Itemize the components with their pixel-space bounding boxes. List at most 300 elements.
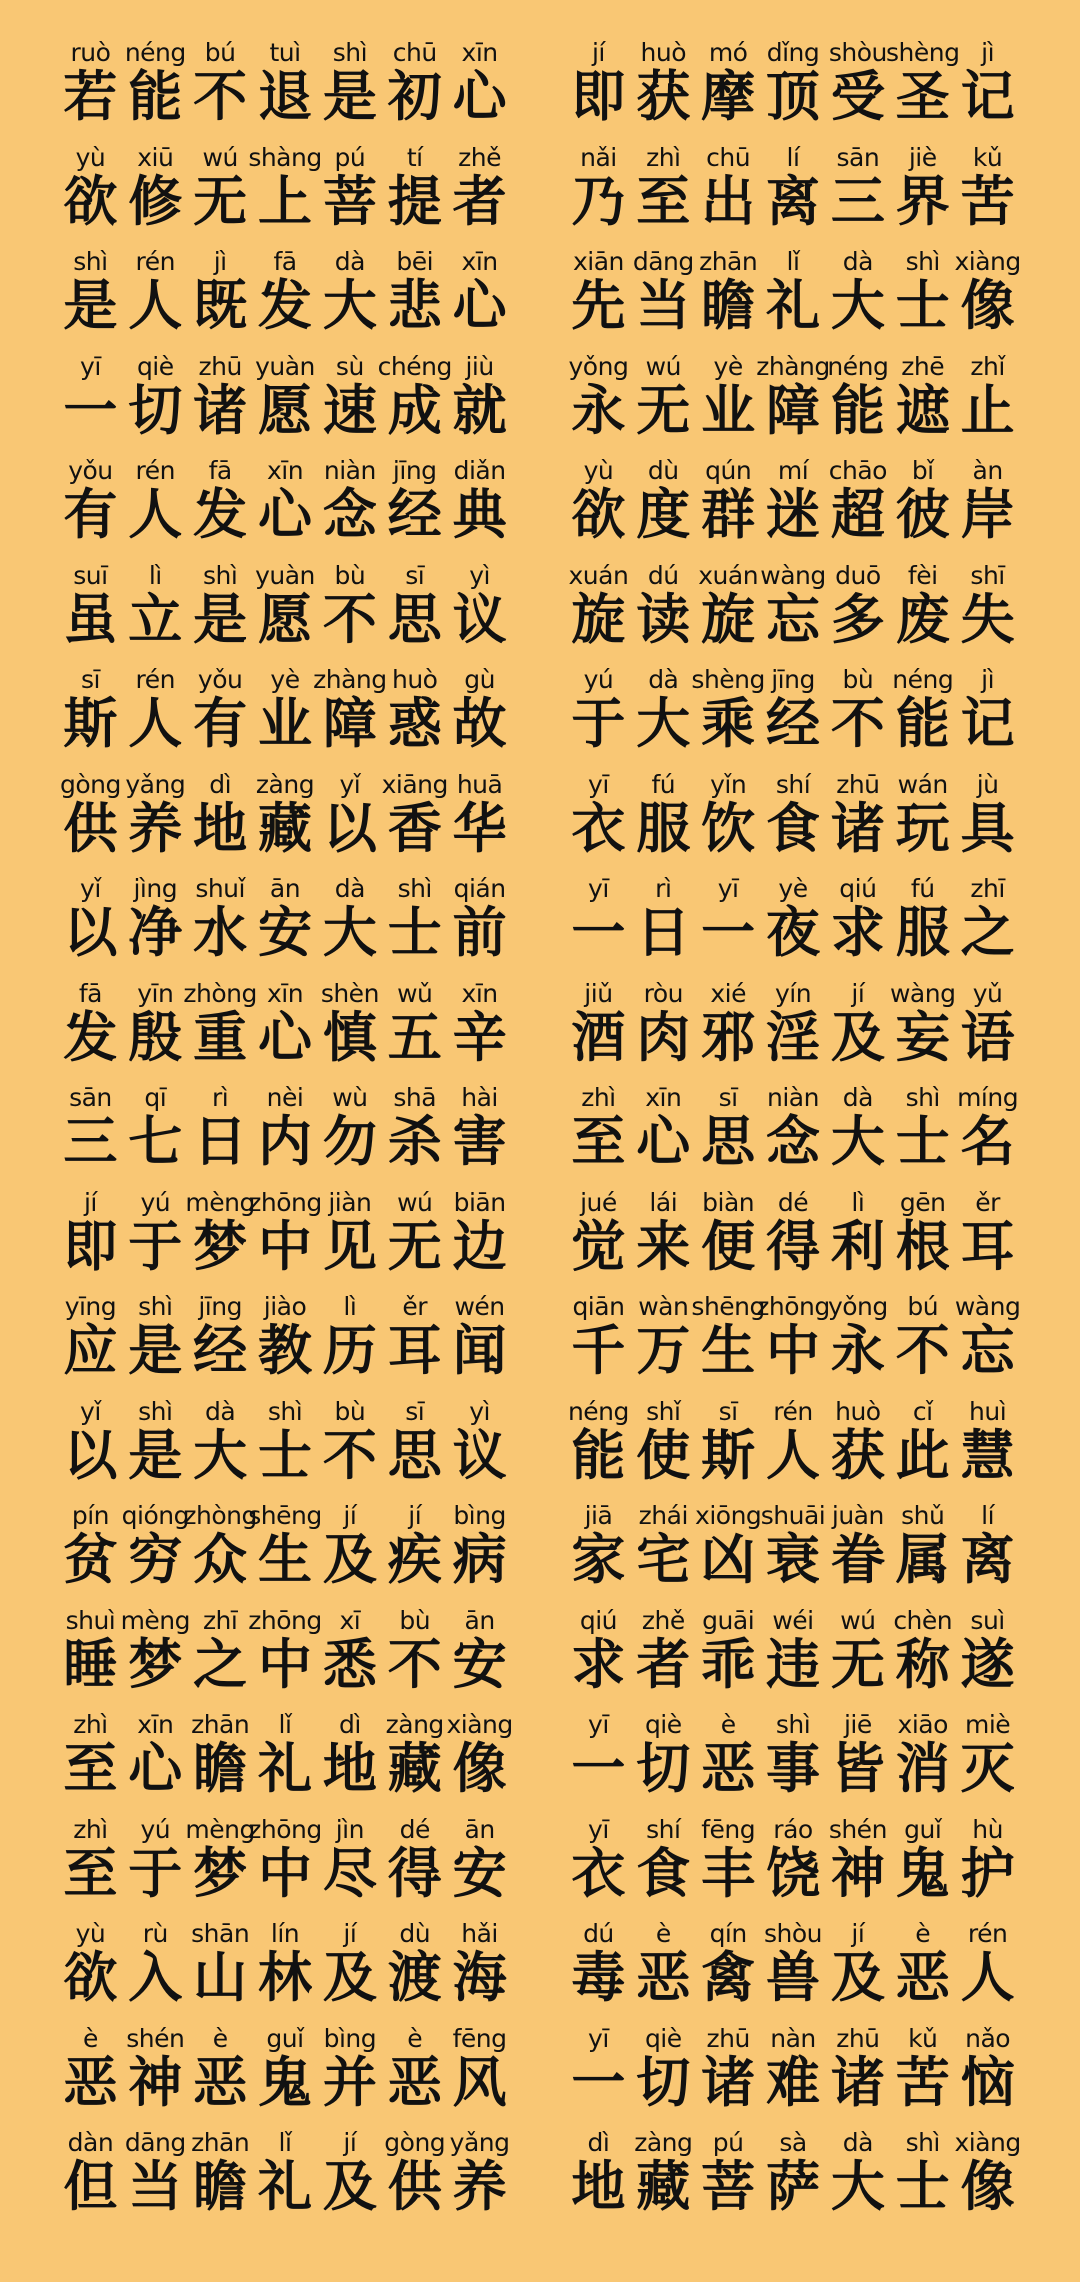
pinyin: jiā (584, 1501, 613, 1530)
character-unit (631, 1396, 696, 1504)
pinyin: zhǐ (970, 351, 1005, 381)
pinyin: rù (142, 1919, 168, 1948)
character-unit (248, 1814, 322, 1922)
pinyin: lì (851, 1187, 865, 1217)
character-unit (58, 1503, 123, 1608)
pinyin: lín (270, 1919, 300, 1948)
pinyin: wú (202, 142, 238, 172)
pinyin: tuì (269, 38, 301, 67)
pinyin: jí (343, 1501, 357, 1530)
verse-line-right (540, 1085, 1080, 1190)
pinyin: chū (392, 38, 437, 67)
pinyin: yè (778, 874, 808, 903)
hanzi: 无 (636, 378, 691, 442)
hanzi: 瞻 (701, 274, 756, 337)
character-unit (317, 249, 382, 354)
pinyin: bìng (323, 2023, 377, 2053)
character-unit (955, 1187, 1020, 1295)
hanzi: 华 (452, 796, 507, 860)
hanzi: 大 (830, 2155, 885, 2218)
pinyin: zhōng (248, 1187, 322, 1217)
pinyin: yǐ (80, 874, 101, 903)
character-unit (890, 351, 955, 459)
hanzi: 瞻 (193, 2155, 248, 2218)
character-unit (566, 1187, 631, 1295)
character-unit (890, 560, 955, 668)
pinyin: hài (461, 1083, 498, 1112)
hanzi: 欲 (63, 1946, 118, 2009)
character-unit (691, 1292, 765, 1399)
verse-line-right (540, 876, 1080, 981)
pinyin: xuán (568, 560, 629, 590)
pinyin: dì (209, 769, 232, 799)
pinyin: lǐ (278, 1710, 292, 1739)
hanzi: 菩 (322, 169, 377, 233)
verse-line-right (540, 1921, 1080, 2026)
character-unit (123, 2023, 188, 2131)
pinyin: shòu (764, 1919, 823, 1948)
pinyin: àn (972, 456, 1003, 485)
character-unit (447, 249, 512, 354)
character-unit (248, 1187, 322, 1295)
pinyin: nǎi (580, 142, 617, 172)
pinyin: wàng (889, 978, 956, 1008)
hanzi: 于 (128, 1214, 183, 1278)
hanzi: 以 (63, 901, 118, 964)
hanzi: 及 (322, 1946, 377, 2009)
character-unit (631, 458, 696, 563)
verse-line-left (0, 458, 540, 563)
character-unit (253, 876, 318, 981)
pinyin: shì (202, 560, 238, 590)
character-unit (631, 1503, 696, 1608)
hanzi: 于 (571, 692, 626, 755)
character-unit (566, 458, 631, 563)
character-unit (825, 769, 890, 877)
pinyin: kǔ (972, 142, 1003, 172)
character-unit (317, 40, 382, 145)
pinyin: jiàn (328, 1187, 372, 1217)
pinyin: lí (981, 1501, 995, 1530)
hanzi: 禽 (701, 1946, 756, 2009)
verse-line-right (540, 142, 1080, 250)
character-unit (447, 351, 512, 459)
pinyin: néng (124, 38, 186, 67)
pinyin: shì (138, 1396, 173, 1426)
character-unit (566, 876, 631, 981)
hanzi: 离 (960, 1528, 1015, 1591)
character-unit (58, 560, 123, 668)
pinyin: zàng (634, 2128, 693, 2157)
character-unit (253, 1712, 318, 1817)
hanzi: 业 (258, 692, 312, 755)
pinyin: yǒng (827, 1292, 888, 1321)
pinyin: lì (148, 560, 162, 590)
pinyin: ròu (643, 978, 683, 1008)
verse-row (0, 2130, 1080, 2235)
hanzi: 像 (452, 1737, 507, 1800)
character-unit (58, 40, 123, 145)
pinyin: rén (773, 1396, 813, 1426)
hanzi: 无 (830, 1632, 885, 1696)
character-unit (696, 1712, 761, 1817)
character-unit (58, 458, 123, 563)
character-unit (188, 769, 253, 877)
pinyin: dà (842, 247, 873, 276)
character-unit (447, 978, 512, 1086)
pinyin: xīn (266, 978, 304, 1008)
pinyin: gòng (59, 769, 121, 799)
character-unit (825, 1712, 890, 1817)
character-unit (761, 1814, 826, 1922)
hanzi: 典 (452, 483, 507, 546)
character-unit (756, 351, 830, 459)
hanzi: 虽 (63, 587, 118, 651)
character-unit (761, 2130, 826, 2235)
hanzi: 妄 (895, 1005, 950, 1069)
hanzi: 不 (322, 1423, 377, 1487)
pinyin: zhì (646, 142, 681, 172)
character-unit (761, 769, 826, 877)
hanzi: 万 (636, 1319, 691, 1382)
pinyin: è (407, 2023, 423, 2053)
character-unit (382, 1712, 447, 1817)
pinyin: wán (897, 769, 948, 799)
verse-line-right (540, 351, 1080, 459)
pinyin: dé (777, 1187, 809, 1217)
hanzi: 服 (636, 796, 691, 860)
hanzi: 障 (766, 378, 820, 442)
pinyin: è (720, 1710, 736, 1739)
hanzi: 应 (63, 1319, 118, 1382)
verse-line-right (540, 249, 1080, 354)
pinyin: zhān (191, 2128, 250, 2157)
hanzi: 念 (322, 483, 377, 546)
hanzi: 不 (387, 1632, 442, 1696)
character-unit (890, 1605, 955, 1713)
character-unit (761, 142, 826, 250)
character-unit (696, 1396, 761, 1504)
hanzi: 诸 (830, 2050, 885, 2114)
pinyin: pú (334, 142, 366, 172)
pinyin: qún (705, 456, 752, 485)
pinyin: jí (851, 978, 865, 1008)
pinyin: xuán (698, 560, 759, 590)
hanzi: 耳 (960, 1214, 1015, 1278)
pinyin: dà (334, 247, 365, 276)
character-unit (123, 978, 188, 1086)
character-unit (382, 458, 447, 563)
character-unit (955, 142, 1020, 250)
character-unit (447, 1187, 512, 1295)
pinyin: duō (835, 560, 881, 590)
pinyin: wú (645, 351, 681, 381)
pinyin: niàn (323, 456, 376, 485)
hanzi: 当 (636, 274, 691, 337)
character-unit (188, 2023, 253, 2131)
hanzi: 语 (960, 1005, 1015, 1069)
verse-row (0, 560, 1080, 668)
pinyin: è (655, 1919, 671, 1948)
character-unit (825, 351, 890, 459)
character-unit (317, 560, 382, 668)
hanzi: 眷 (830, 1528, 885, 1591)
verse-row (0, 1187, 1080, 1295)
character-unit (382, 1085, 447, 1190)
character-unit (955, 1294, 1020, 1399)
hanzi: 及 (830, 1005, 885, 1069)
pinyin: zàng (385, 1710, 444, 1739)
pinyin: xīn (461, 38, 498, 67)
character-unit (886, 38, 960, 145)
hanzi: 不 (895, 1319, 950, 1382)
pinyin: yì (469, 1396, 490, 1426)
pinyin: ān (464, 1814, 495, 1844)
pinyin: yú (140, 1187, 171, 1217)
character-unit (123, 1814, 188, 1922)
pinyin: dà (842, 2128, 873, 2157)
pinyin: huì (969, 1396, 1007, 1426)
hanzi: 愿 (258, 587, 312, 651)
hanzi: 诸 (701, 2050, 756, 2114)
pinyin: zhē (901, 351, 945, 381)
character-unit (955, 2023, 1020, 2131)
character-unit (381, 769, 448, 877)
hanzi: 恶 (895, 1946, 950, 2009)
character-unit (382, 1396, 447, 1504)
character-unit (382, 142, 447, 250)
character-unit (123, 249, 188, 354)
hanzi: 中 (258, 1214, 312, 1278)
pinyin: ān (464, 1605, 495, 1635)
character-unit (890, 1085, 955, 1190)
hanzi: 衰 (766, 1528, 820, 1591)
hanzi: 来 (636, 1214, 691, 1278)
character-unit (58, 2023, 123, 2131)
pinyin: sī (718, 1083, 738, 1112)
pinyin: qiè (644, 2023, 682, 2053)
character-unit (382, 560, 447, 668)
pinyin: diǎn (453, 456, 506, 485)
hanzi: 永 (571, 378, 626, 442)
hanzi: 欲 (63, 169, 118, 233)
hanzi: 三 (63, 1110, 118, 1173)
character-unit (317, 1605, 382, 1713)
pinyin: dàn (67, 2128, 114, 2157)
character-unit (890, 2023, 955, 2131)
verse-line-left (0, 1814, 540, 1922)
character-unit (761, 876, 826, 981)
character-unit (631, 1712, 696, 1817)
character-unit (58, 1921, 123, 2026)
hanzi: 饮 (701, 796, 756, 860)
pinyin: zhì (581, 1083, 616, 1112)
character-unit (631, 876, 696, 981)
character-unit (382, 667, 447, 772)
pinyin: è (82, 2023, 98, 2053)
pinyin: jiǔ (584, 978, 613, 1008)
character-unit (955, 351, 1020, 459)
character-unit (317, 1187, 382, 1295)
hanzi: 殷 (128, 1005, 183, 1069)
pinyin: shì (775, 1710, 811, 1739)
character-unit (382, 1814, 447, 1922)
pinyin: ěr (402, 1292, 428, 1321)
pinyin: yī (588, 2023, 609, 2053)
hanzi: 毒 (571, 1946, 626, 2009)
hanzi: 礼 (258, 2155, 312, 2218)
character-unit (447, 1396, 512, 1504)
pinyin: rén (135, 665, 176, 694)
pinyin: huò (835, 1396, 881, 1426)
hanzi: 者 (452, 169, 507, 233)
character-unit (955, 978, 1020, 1086)
pinyin: jué (580, 1187, 617, 1217)
character-unit (447, 1712, 512, 1817)
character-unit (761, 1921, 826, 2026)
pinyin: zhě (458, 142, 502, 172)
pinyin: yǐn (710, 769, 747, 799)
pinyin: shì (397, 874, 432, 903)
character-unit (188, 1085, 253, 1190)
hanzi: 食 (636, 1841, 691, 1905)
character-unit (447, 1921, 512, 2026)
hanzi: 养 (128, 796, 183, 860)
hanzi: 记 (960, 692, 1015, 755)
pinyin: biān (453, 1187, 506, 1217)
hanzi: 切 (128, 378, 183, 442)
pinyin: qiān (572, 1292, 625, 1321)
pinyin: dù (399, 1919, 431, 1948)
hanzi: 无 (193, 169, 248, 233)
hanzi: 三 (830, 169, 885, 233)
character-unit (696, 1503, 761, 1608)
hanzi: 界 (895, 169, 950, 233)
pinyin: nǎo (965, 2023, 1011, 2053)
hanzi: 入 (128, 1946, 183, 2009)
character-unit (696, 978, 761, 1086)
character-unit (188, 1712, 253, 1817)
pinyin: dù (647, 456, 679, 485)
verse-row (0, 769, 1080, 877)
pinyin: huā (456, 769, 503, 799)
hanzi: 山 (193, 1946, 248, 2009)
pinyin: yǒng (568, 351, 629, 381)
character-unit (696, 1814, 761, 1922)
hanzi: 当 (128, 2155, 183, 2218)
pinyin: rì (655, 874, 672, 903)
hanzi: 忘 (960, 1319, 1015, 1382)
pinyin: lǐ (786, 247, 800, 276)
pinyin: fēng (701, 1814, 756, 1844)
hanzi: 中 (258, 1632, 312, 1696)
pinyin: zhōng (756, 1292, 830, 1321)
hanzi: 退 (258, 65, 312, 128)
hanzi: 上 (258, 169, 312, 233)
character-unit (58, 769, 123, 877)
pinyin: shàng (248, 142, 322, 172)
hanzi: 萨 (766, 2155, 820, 2218)
character-unit (761, 1187, 826, 1295)
character-unit (58, 351, 123, 459)
hanzi: 称 (895, 1632, 950, 1696)
hanzi: 一 (571, 1737, 626, 1800)
hanzi: 慧 (960, 1423, 1015, 1487)
pinyin: yú (583, 665, 614, 694)
verse-row (0, 1712, 1080, 1817)
pinyin: shèng (691, 665, 765, 694)
hanzi: 斯 (63, 692, 118, 755)
hanzi: 初 (387, 65, 442, 128)
character-unit (317, 351, 382, 459)
pinyin: bù (842, 665, 874, 694)
character-unit (631, 1814, 696, 1922)
hanzi: 前 (452, 901, 507, 964)
pinyin: tí (406, 142, 423, 172)
hanzi: 离 (766, 169, 820, 233)
pinyin: yīng (64, 1292, 117, 1321)
hanzi: 渡 (387, 1946, 442, 2009)
hanzi: 永 (830, 1319, 885, 1382)
hanzi: 根 (895, 1214, 950, 1278)
hanzi: 酒 (571, 1005, 626, 1069)
pinyin: gù (464, 665, 495, 694)
character-unit (317, 1085, 382, 1190)
character-unit (955, 40, 1020, 145)
pinyin: jiē (843, 1710, 872, 1739)
character-unit (253, 2130, 318, 2235)
character-unit (317, 1814, 382, 1922)
hanzi: 读 (636, 587, 691, 651)
hanzi: 能 (830, 378, 885, 442)
pinyin: sān (69, 1083, 112, 1112)
character-unit (761, 978, 826, 1086)
pinyin: zhái (638, 1501, 688, 1530)
pinyin: nàn (770, 2023, 816, 2053)
hanzi: 杀 (387, 1110, 442, 1173)
hanzi: 就 (452, 378, 507, 442)
character-unit (248, 1605, 322, 1713)
pinyin: jiè (908, 142, 937, 172)
hanzi: 心 (636, 1110, 691, 1173)
pinyin: shì (905, 2128, 940, 2157)
character-unit (955, 769, 1020, 877)
pinyin: jí (343, 1919, 357, 1948)
character-unit (382, 1605, 447, 1713)
character-unit (631, 978, 696, 1086)
character-unit (631, 769, 696, 877)
pinyin: dé (399, 1814, 430, 1844)
character-unit (566, 40, 631, 145)
character-unit (447, 40, 512, 145)
pinyin: mí (777, 456, 809, 485)
character-unit (253, 40, 318, 145)
pinyin: hù (972, 1814, 1003, 1844)
character-unit (188, 249, 253, 354)
verse-line-left (0, 1503, 540, 1608)
hanzi: 像 (960, 2155, 1015, 2218)
hanzi: 千 (571, 1319, 626, 1382)
hanzi: 至 (571, 1110, 626, 1173)
character-unit (631, 1605, 696, 1713)
character-unit (58, 249, 123, 354)
hanzi: 不 (830, 692, 885, 755)
character-unit (382, 2130, 447, 2235)
character-unit (253, 1085, 318, 1190)
pinyin: zhì (73, 1710, 108, 1739)
pinyin: yín (774, 978, 812, 1008)
pinyin: dà (334, 874, 365, 903)
